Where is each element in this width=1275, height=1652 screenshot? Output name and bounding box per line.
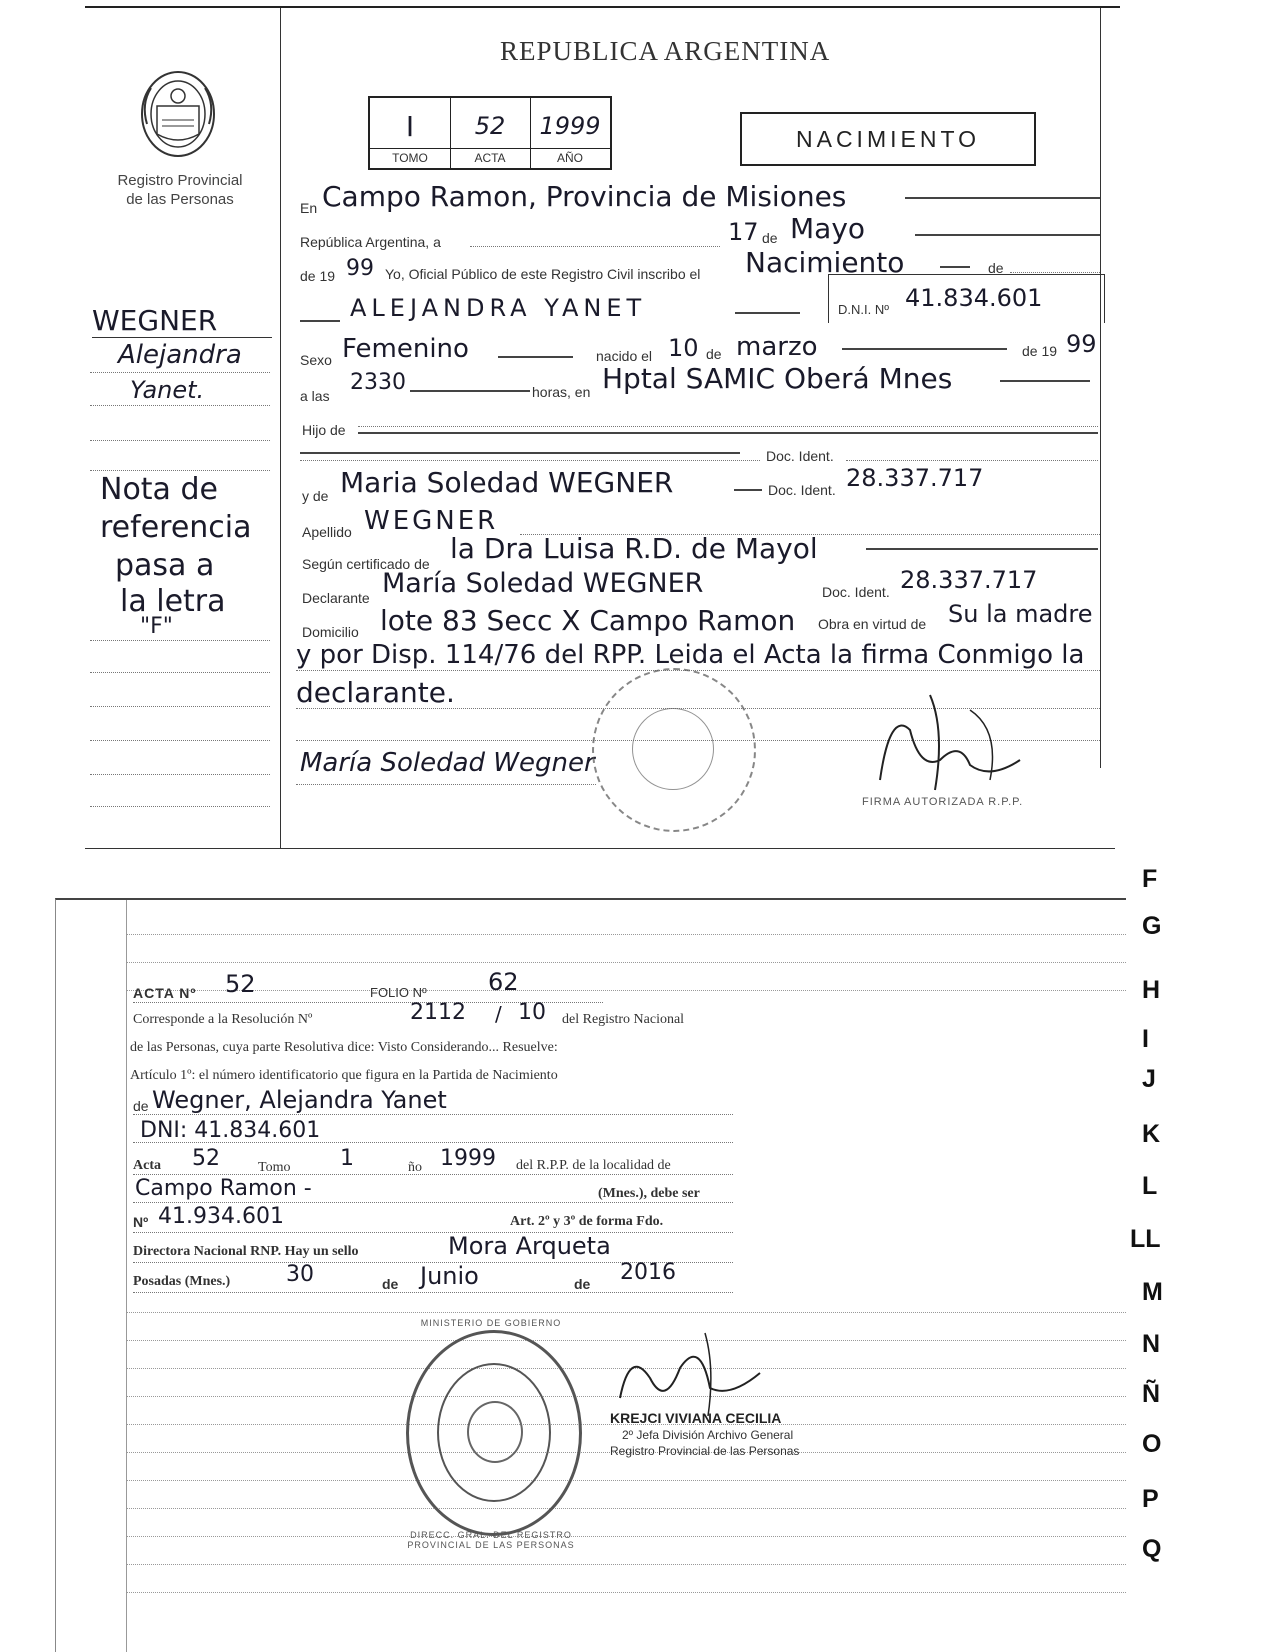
signer-name: KREJCI VIVIANA CECILIA [610, 1410, 782, 1426]
registry-seal-lower [406, 1330, 582, 1536]
index-tab-6[interactable]: L [1142, 1172, 1158, 1200]
de-label-1: de [762, 230, 778, 246]
side-note-line1: Nota de [100, 472, 218, 507]
year-prefix: de 19 [300, 268, 336, 284]
doc-ident-label-1: Doc. Ident. [766, 448, 834, 464]
annotation-year: 2016 [620, 1260, 676, 1285]
registration-year-suffix: 99 [346, 256, 374, 281]
side-given-name-1: Alejandra [118, 340, 242, 370]
doc-ident-label-3: Doc. Ident. [822, 584, 890, 600]
column-divider [280, 8, 281, 848]
birth-year-suffix: 99 [1066, 330, 1097, 358]
mother-name: Maria Soledad WEGNER [340, 466, 674, 499]
registry-seal-upper [592, 668, 756, 832]
resolucion-year: 10 [518, 1000, 546, 1025]
folio-label: FOLIO Nº [370, 985, 427, 1000]
obra-value: Su la madre [948, 600, 1093, 628]
index-tab-0[interactable]: F [1142, 865, 1158, 893]
de19-label: de 19 [1022, 343, 1058, 359]
country-title: REPUBLICA ARGENTINA [500, 36, 831, 66]
signer-title-1: 2º Jefa División Archivo General [622, 1428, 794, 1442]
document-type: NACIMIENTO [796, 126, 980, 152]
ano-number-2: 1999 [440, 1146, 496, 1171]
dni-label: D.N.I. Nº [838, 302, 889, 317]
side-note-line2: referencia [100, 510, 252, 545]
index-tab-13[interactable]: Q [1142, 1535, 1162, 1563]
birth-time: 2330 [350, 370, 406, 395]
republica-label: República Argentina, a [300, 234, 441, 250]
a-las-label: a las [300, 388, 330, 404]
official-statement: Yo, Oficial Público de este Registro Civil inscribo el [385, 266, 701, 282]
resolucion-sep: / [495, 1002, 502, 1026]
index-tab-12[interactable]: P [1142, 1485, 1159, 1513]
en-label: En [300, 200, 318, 216]
tomo-value: I [405, 110, 415, 143]
horas-label: horas, en [532, 384, 591, 400]
index-tab-9[interactable]: N [1142, 1330, 1161, 1358]
original-dni: DNI: 41.834.601 [140, 1118, 321, 1143]
de-label-annotation: de [133, 1098, 149, 1114]
register-number-box [368, 96, 612, 170]
side-note-line5: "F" [140, 614, 173, 639]
seal-inner-text: MINISTERIO DE GOBIERNO [420, 1318, 562, 1328]
apellido-value: WEGNER [364, 506, 499, 536]
corresponde-label: Corresponde a la Resolución Nº [133, 1012, 313, 1027]
annotation-day: 30 [286, 1262, 314, 1287]
index-tab-4[interactable]: J [1142, 1065, 1156, 1093]
domicilio-label: Domicilio [302, 624, 359, 640]
registration-month: Mayo [790, 212, 866, 245]
rpp-label: del R.P.P. de la localidad de [516, 1158, 671, 1173]
art-label: Art. 2º y 3º de forma Fdo. [510, 1214, 664, 1229]
de-label-annotation-2: de [382, 1276, 399, 1292]
declarante-value: María Soledad WEGNER [382, 568, 704, 599]
declarante-label: Declarante [302, 590, 370, 606]
registry-name-line2: de las Personas [126, 191, 234, 208]
nacido-label: nacido el [596, 348, 653, 364]
de-label-3: de [706, 346, 722, 362]
directora-name: Mora Arqueta [448, 1232, 611, 1260]
mother-doc: 28.337.717 [846, 464, 984, 492]
mnes-label: (Mnes.), debe ser [598, 1186, 700, 1201]
seal-outer-text: DIRECC. GRAL. DEL REGISTRO PROVINCIAL DE LAS PERSONAS [407, 1530, 575, 1550]
birth-month: marzo [736, 332, 818, 362]
index-tab-2[interactable]: H [1142, 976, 1161, 1004]
stamp-official-text: FIRMA AUTORIZADA R.P.P. [862, 796, 1024, 808]
hijo-label: Hijo de [302, 422, 346, 438]
sexo-label: Sexo [300, 352, 332, 368]
declarante-signature: María Soledad Wegner [300, 748, 595, 778]
birth-place: Hptal SAMIC Oberá Mnes [602, 362, 953, 395]
y-de-label: y de [302, 488, 329, 504]
annotation-month: Junio [420, 1262, 479, 1290]
registry-name-line1: Registro Provincial [117, 172, 243, 189]
ano-value: 1999 [539, 112, 601, 140]
index-tab-8[interactable]: M [1142, 1278, 1163, 1306]
acta-label-2: Acta [133, 1158, 161, 1173]
registration-day: 17 [728, 218, 759, 246]
index-tab-10[interactable]: Ñ [1142, 1380, 1161, 1408]
registro-nacional-label: del Registro Nacional [562, 1012, 685, 1027]
document-type-box [740, 112, 1036, 166]
child-name: ALEJANDRA YANET [350, 294, 647, 322]
index-tab-3[interactable]: I [1142, 1025, 1149, 1053]
certificado-value: la Dra Luisa R.D. de Mayol [450, 532, 818, 565]
posadas-label: Posadas (Mnes.) [133, 1274, 231, 1289]
acta-value: 52 [474, 112, 506, 140]
de-label-2: de [988, 260, 1004, 276]
ano-label-2: ño [408, 1160, 422, 1175]
person-name: Wegner, Alejandra Yanet [152, 1086, 447, 1114]
doc-ident-label-2: Doc. Ident. [768, 482, 836, 498]
index-tab-1[interactable]: G [1142, 912, 1162, 940]
acta-no-label: ACTA Nº [133, 985, 197, 1001]
corrected-dni: 41.934.601 [158, 1204, 284, 1229]
side-note-line4: la letra [120, 584, 226, 619]
misiones-coat-of-arms-icon [137, 64, 219, 160]
registration-place: Campo Ramon, Provincia de Misiones [322, 180, 847, 213]
side-note-line3: pasa a [115, 548, 215, 583]
side-surname: WEGNER [92, 304, 272, 338]
directora-label: Directora Nacional RNP. Hay un sello [133, 1244, 359, 1259]
localidad-value: Campo Ramon - [135, 1176, 312, 1201]
birth-day: 10 [668, 334, 699, 362]
index-tab-11[interactable]: O [1142, 1430, 1162, 1458]
tomo-label: TOMO [392, 151, 428, 165]
side-given-name-2: Yanet. [130, 376, 205, 404]
continuation-line-1: y por Disp. 114/76 del RPP. Leida el Acta la firma Conmigo la [296, 640, 1085, 670]
domicilio-value: lote 83 Secc X Campo Ramon [380, 604, 796, 637]
child-dni: 41.834.601 [905, 284, 1043, 312]
acta-label: ACTA [474, 151, 506, 165]
acta-number-2: 52 [192, 1146, 220, 1171]
tomo-number-2: 1 [340, 1146, 354, 1171]
articulo-text-line: Artículo 1º: el número identificatorio que figura en la Partida de Nacimiento [130, 1068, 558, 1083]
de-label-annotation-3: de [574, 1276, 591, 1292]
signer-signature-icon [610, 1328, 790, 1418]
ano-label: AÑO [556, 151, 583, 165]
act-kind: Nacimiento [745, 246, 905, 279]
right-border [1100, 8, 1101, 768]
tomo-label-2: Tomo [258, 1160, 291, 1175]
resolucion-text-line: de las Personas, cuya parte Resolutiva dice: Visto Considerando... Resuelve: [130, 1040, 558, 1055]
bottom-border [85, 848, 1115, 849]
official-signature-icon [850, 690, 1050, 810]
index-tab-7[interactable]: LL [1130, 1225, 1161, 1253]
certificado-label: Según certificado de [302, 556, 430, 572]
folio-value: 62 [488, 968, 519, 996]
acta-no-value: 52 [225, 970, 256, 998]
resolucion-number: 2112 [410, 1000, 466, 1025]
declarante-doc: 28.337.717 [900, 566, 1038, 594]
n-label: Nº [133, 1214, 149, 1230]
signer-title-2: Registro Provincial de las Personas [610, 1444, 800, 1458]
index-tab-5[interactable]: K [1142, 1120, 1161, 1148]
sexo-value: Femenino [342, 334, 469, 364]
apellido-label: Apellido [302, 524, 352, 540]
obra-label: Obra en virtud de [818, 616, 927, 632]
continuation-line-2: declarante. [296, 676, 455, 709]
